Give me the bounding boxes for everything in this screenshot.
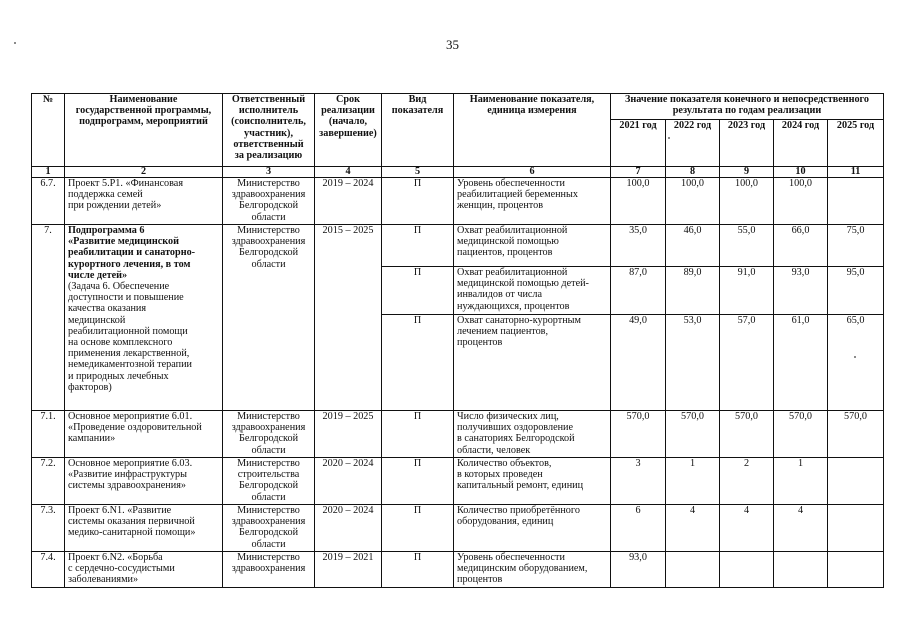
indicator-type-cell: П — [382, 505, 454, 552]
header-no: № — [32, 94, 65, 167]
table-row — [32, 411, 884, 458]
header-term — [315, 94, 382, 167]
text-line: оборудования, единиц — [457, 516, 554, 528]
text-line: Наименование показателя, — [469, 94, 595, 105]
indicator-type-cell: П — [382, 315, 454, 411]
text-line: Срок — [336, 94, 360, 105]
text-line: исполнитель — [238, 105, 299, 117]
year-value-cell: 89,0 — [666, 267, 720, 315]
text-line: Охват санаторно-курортным — [457, 315, 581, 326]
text-line: и природных лечебных — [68, 370, 169, 382]
text-line: (Задача 6. Обеспечение — [68, 281, 170, 293]
text-line: Количество объектов, — [457, 458, 552, 469]
indicator-name-cell — [454, 315, 611, 411]
year-value-cell: 6 — [611, 505, 666, 552]
column-number: 2 — [65, 167, 223, 178]
indicator-name-cell — [454, 267, 611, 315]
header-year: 2023 год — [720, 120, 774, 167]
year-value-cell: 61,0 — [774, 315, 828, 411]
text-line: Проект 6.N2. «Борьба — [68, 552, 163, 563]
year-value-cell: 66,0 — [774, 225, 828, 267]
header-year: 2021 год — [611, 120, 666, 167]
text-line: системы оказания первичной — [68, 516, 195, 528]
row-number: 7.3. — [32, 505, 65, 552]
text-line: с сердечно-сосудистыми — [68, 563, 175, 575]
text-line: Министерство — [237, 178, 300, 189]
year-value-cell: 2 — [720, 458, 774, 505]
table-row — [32, 458, 884, 505]
term-cell: 2019 – 2024 — [315, 178, 382, 225]
text-line: реабилитацией беременных — [457, 189, 578, 201]
text-line: здравоохранения — [231, 236, 306, 248]
year-value-cell: 3 — [611, 458, 666, 505]
term-cell: 2020 – 2024 — [315, 505, 382, 552]
text-line: медицинской помощью — [457, 236, 559, 248]
column-number: 11 — [828, 167, 884, 178]
text-line: при рождении детей» — [68, 200, 162, 212]
year-value-cell: 49,0 — [611, 315, 666, 411]
text-line: заболеваниями» — [68, 574, 139, 586]
text-line: результата по годам реализации — [672, 105, 822, 117]
scan-speck — [854, 356, 856, 358]
subprogram-note — [68, 281, 219, 393]
text-line: поддержка семей — [68, 189, 143, 201]
year-value-cell: 4 — [666, 505, 720, 552]
indicator-name-cell — [454, 505, 611, 552]
text-line: Число физических лиц, — [457, 411, 559, 422]
text-line: (соисполнитель, — [231, 116, 306, 128]
text-line: немедикаментозной терапии — [68, 359, 192, 371]
text-line: Уровень обеспеченности — [457, 552, 565, 563]
text-line: Проект 5.Р1. «Финансовая — [68, 178, 184, 189]
scan-speck — [14, 42, 16, 44]
text-line: Министерство — [237, 225, 300, 236]
year-value-cell: 65,0 — [828, 315, 884, 411]
text-line: медицинской — [68, 314, 126, 326]
year-value-cell: 46,0 — [666, 225, 720, 267]
program-name-cell — [65, 458, 223, 505]
text-line: области, человек — [457, 444, 531, 456]
term-cell: 2015 – 2025 — [315, 225, 382, 411]
year-value-cell — [828, 178, 884, 225]
text-line: Вид — [408, 94, 427, 105]
table-row — [32, 505, 884, 552]
header-indicator-type — [382, 94, 454, 167]
text-line: процентов — [457, 574, 503, 586]
text-line: государственной программы, — [75, 105, 212, 117]
year-value-cell: 100,0 — [720, 178, 774, 225]
year-value-cell: 570,0 — [828, 411, 884, 458]
indicator-type-cell: П — [382, 225, 454, 267]
text-line: ответственный — [233, 138, 304, 150]
text-line: числе детей» — [68, 269, 128, 281]
table-row — [32, 552, 884, 588]
year-value-cell: 570,0 — [611, 411, 666, 458]
indicator-type-cell: П — [382, 267, 454, 315]
text-line: медицинской помощью детей- — [457, 278, 589, 290]
column-number: 9 — [720, 167, 774, 178]
year-value-cell: 100,0 — [611, 178, 666, 225]
text-line: Белгородской — [238, 247, 299, 259]
text-line: области — [251, 538, 286, 550]
year-value-cell: 87,0 — [611, 267, 666, 315]
text-line: в которых проведен — [457, 469, 543, 481]
text-line: Ответственный — [231, 94, 306, 105]
text-line: участник), — [243, 127, 293, 139]
text-line: области — [251, 258, 286, 270]
program-name-cell — [65, 505, 223, 552]
executor-cell — [223, 505, 315, 552]
table-row — [32, 225, 884, 267]
row-number: 7.1. — [32, 411, 65, 458]
text-line: Уровень обеспеченности — [457, 178, 565, 189]
year-value-cell: 57,0 — [720, 315, 774, 411]
text-line: инвалидов от числа — [457, 289, 543, 301]
text-line: Министерство — [237, 505, 300, 516]
year-value-cell — [774, 552, 828, 588]
text-line: реабилитации и санаторно- — [68, 247, 196, 259]
text-line: нуждающихся, процентов — [457, 300, 570, 312]
program-name-cell — [65, 552, 223, 588]
year-value-cell: 4 — [720, 505, 774, 552]
year-value-cell: 75,0 — [828, 225, 884, 267]
indicator-type-cell: П — [382, 552, 454, 588]
text-line: Основное мероприятие 6.01. — [68, 411, 193, 422]
text-line: Белгородской — [238, 433, 299, 445]
column-number: 5 — [382, 167, 454, 178]
year-value-cell: 570,0 — [666, 411, 720, 458]
text-line: кампании» — [68, 433, 116, 445]
indicator-name-cell — [454, 225, 611, 267]
year-value-cell: 1 — [774, 458, 828, 505]
text-line: Министерство — [237, 552, 300, 563]
executor-cell — [223, 225, 315, 411]
text-line: «Развитие медицинской — [68, 236, 179, 248]
text-line: Охват реабилитационной — [457, 225, 568, 236]
text-line: Охват реабилитационной — [457, 267, 568, 278]
header-indicator-name — [454, 94, 611, 167]
text-line: на основе комплексного — [68, 337, 173, 349]
year-value-cell: 570,0 — [720, 411, 774, 458]
text-line: Белгородской — [238, 200, 299, 212]
indicator-name-cell — [454, 458, 611, 505]
year-value-cell: 91,0 — [720, 267, 774, 315]
text-line: здравоохранения — [231, 422, 306, 434]
text-line: (начало, — [328, 116, 368, 128]
year-value-cell: 570,0 — [774, 411, 828, 458]
text-line: реабилитационной помощи — [68, 325, 188, 337]
page-number: 35 — [446, 37, 459, 52]
text-line: Наименование — [109, 94, 178, 105]
year-value-cell — [828, 552, 884, 588]
header-program-name — [65, 94, 223, 167]
year-value-cell: 4 — [774, 505, 828, 552]
indicator-type-cell: П — [382, 458, 454, 505]
column-number: 7 — [611, 167, 666, 178]
column-number: 8 — [666, 167, 720, 178]
text-line: получивших оздоровление — [457, 422, 574, 434]
row-number: 7. — [32, 225, 65, 411]
text-line: за реализацию — [234, 150, 303, 162]
text-line: области — [251, 491, 286, 503]
text-line: процентов — [457, 337, 503, 349]
header-year: 2022 год — [666, 120, 720, 167]
text-line: здравоохранения — [231, 189, 306, 201]
text-line: женщин, процентов — [457, 200, 544, 212]
term-cell: 2020 – 2024 — [315, 458, 382, 505]
year-value-cell: 1 — [666, 458, 720, 505]
indicator-name-cell — [454, 178, 611, 225]
text-line: медико-санитарной помощи» — [68, 527, 196, 539]
executor-cell — [223, 458, 315, 505]
text-line: строительства — [237, 469, 300, 481]
column-number: 4 — [315, 167, 382, 178]
executor-cell — [223, 552, 315, 588]
year-value-cell: 95,0 — [828, 267, 884, 315]
column-number: 1 — [32, 167, 65, 178]
text-line: Белгородской — [238, 480, 299, 492]
text-line: системы здравоохранения» — [68, 480, 186, 492]
header-year: 2025 год — [828, 120, 884, 167]
indicator-type-cell: П — [382, 411, 454, 458]
text-line: реализации — [321, 105, 375, 117]
text-line: Министерство — [237, 411, 300, 422]
program-name-cell — [65, 178, 223, 225]
text-line: здравоохранения — [231, 516, 306, 528]
text-line: завершение) — [319, 127, 377, 139]
text-line: «Развитие инфраструктуры — [68, 469, 187, 481]
executor-cell — [223, 411, 315, 458]
text-line: курортного лечения, в том — [68, 258, 191, 270]
text-line: доступности и повышение — [68, 292, 184, 304]
term-cell: 2019 – 2021 — [315, 552, 382, 588]
text-line: лечением пациентов, — [457, 326, 549, 338]
text-line: в санаториях Белгородской — [457, 433, 575, 445]
subprogram-heading — [68, 225, 219, 281]
text-line: медицинским оборудованием, — [457, 563, 588, 575]
row-number: 7.4. — [32, 552, 65, 588]
year-value-cell: 100,0 — [774, 178, 828, 225]
year-value-cell: 100,0 — [666, 178, 720, 225]
text-line: единица измерения — [487, 105, 577, 117]
program-name-cell — [65, 225, 223, 411]
year-value-cell — [666, 552, 720, 588]
text-line: Основное мероприятие 6.03. — [68, 458, 193, 469]
header-year: 2024 год — [774, 120, 828, 167]
scan-speck — [668, 137, 670, 139]
text-line: подпрограмм, мероприятий — [79, 116, 208, 128]
text-line: здравоохранения — [231, 563, 306, 575]
text-line: капитальный ремонт, единиц — [457, 480, 584, 492]
text-line: применения лекарственной, — [68, 348, 190, 360]
year-value-cell: 35,0 — [611, 225, 666, 267]
indicator-type-cell: П — [382, 178, 454, 225]
year-value-cell: 53,0 — [666, 315, 720, 411]
text-line: Министерство — [237, 458, 300, 469]
table-row — [32, 178, 884, 225]
text-line: Проект 6.N1. «Развитие — [68, 505, 172, 516]
year-value-cell: 55,0 — [720, 225, 774, 267]
row-number: 6.7. — [32, 178, 65, 225]
text-line: Подпрограмма 6 — [68, 225, 145, 236]
column-number: 6 — [454, 167, 611, 178]
column-number: 10 — [774, 167, 828, 178]
year-value-cell: 93,0 — [611, 552, 666, 588]
indicator-name-cell — [454, 411, 611, 458]
header-result-value — [611, 94, 884, 120]
year-value-cell — [828, 505, 884, 552]
text-line: Значение показателя конечного и непосредственного — [624, 94, 870, 105]
text-line: Количество приобретённого — [457, 505, 580, 516]
text-line: области — [251, 211, 286, 223]
year-value-cell — [828, 458, 884, 505]
year-value-cell — [720, 552, 774, 588]
column-number-row — [32, 167, 884, 178]
row-number: 7.2. — [32, 458, 65, 505]
program-name-cell — [65, 411, 223, 458]
column-number: 3 — [223, 167, 315, 178]
program-table — [31, 93, 884, 588]
header-executor — [223, 94, 315, 167]
year-value-cell: 93,0 — [774, 267, 828, 315]
text-line: факторов) — [68, 381, 112, 393]
text-line: области — [251, 444, 286, 456]
text-line: показателя — [391, 105, 444, 117]
text-line: «Проведение оздоровительной — [68, 422, 202, 434]
text-line: качества оказания — [68, 303, 147, 315]
term-cell: 2019 – 2025 — [315, 411, 382, 458]
text-line: Белгородской — [238, 527, 299, 539]
text-line: пациентов, процентов — [457, 247, 553, 259]
indicator-name-cell — [454, 552, 611, 588]
executor-cell — [223, 178, 315, 225]
